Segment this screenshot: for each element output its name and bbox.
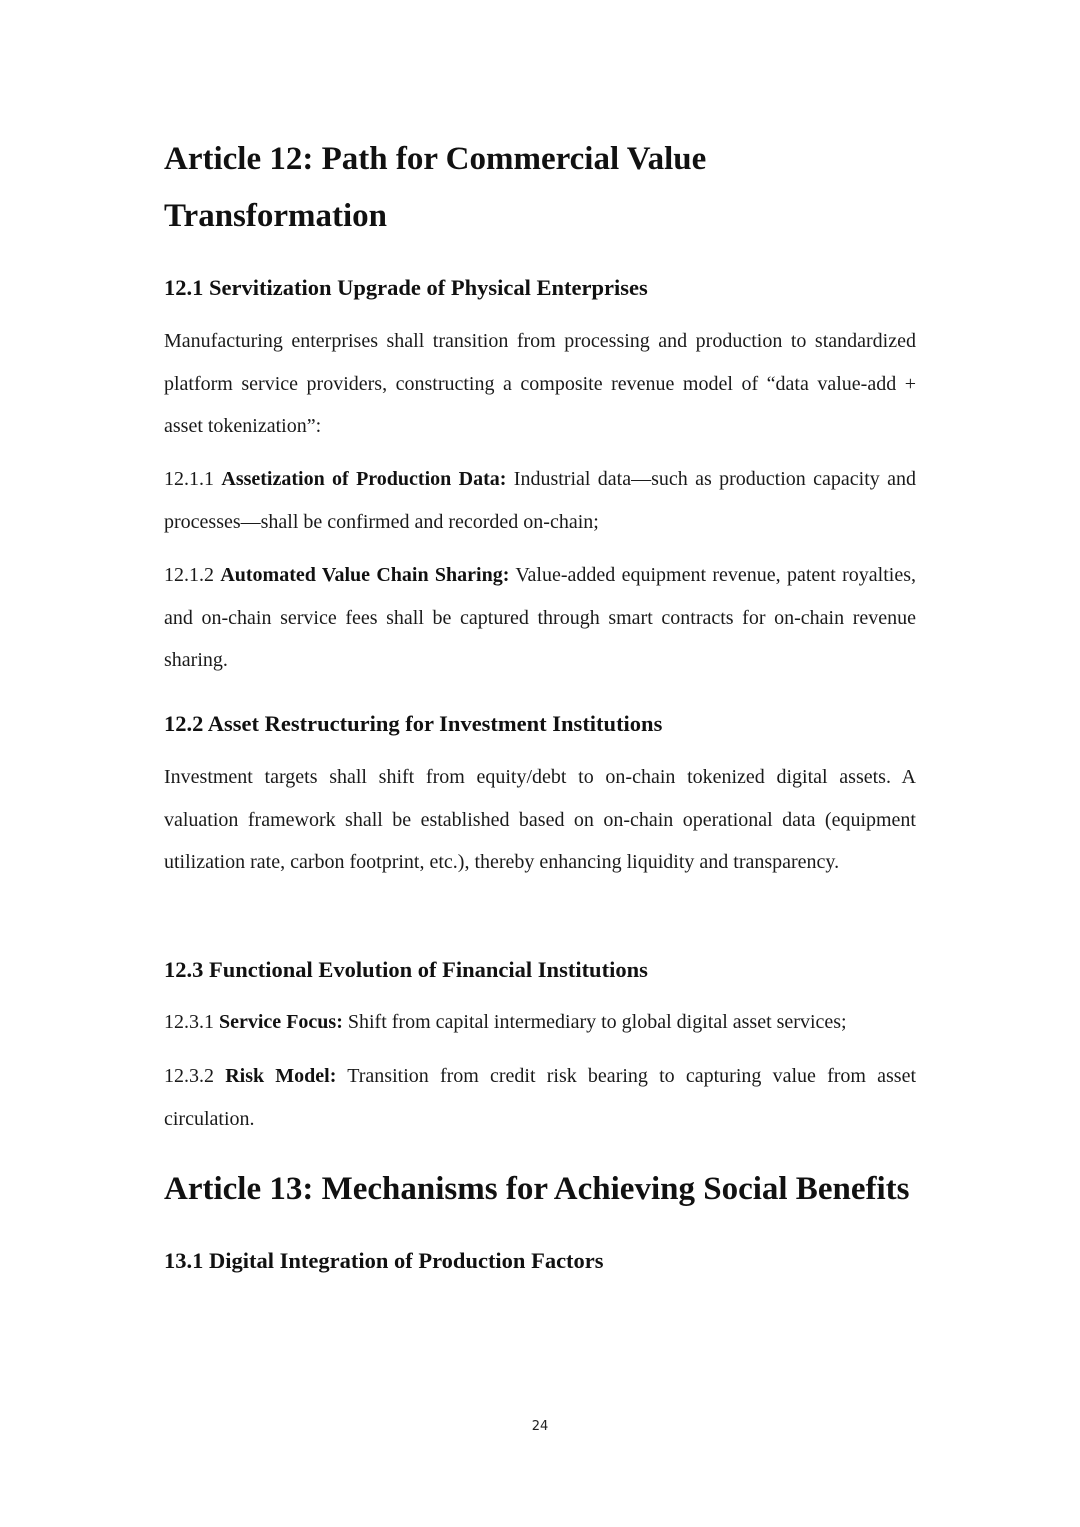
page-number: 24 [531, 1419, 549, 1434]
clause-12-1-2 [164, 554, 916, 682]
section-12-1-intro: Manufacturing enterprises shall transition from processing and production to standardized platform service providers, constructing a composite revenue model of “data value-add + asset tokenization”: [164, 330, 916, 437]
clause-number: 12.1.2 [164, 564, 214, 586]
section-12-2-heading: 12.2 Asset Restructuring for Investment Institutions [164, 711, 663, 736]
clause-12-1-1 [164, 458, 916, 543]
section-12-3-heading: 12.3 Functional Evolution of Financial Institutions [164, 957, 648, 982]
clause-label: Risk Model: [225, 1065, 337, 1087]
section-12-2-body: Investment targets shall shift from equity/debt to on-chain tokenized digital assets. A valuation framework shall be established based on on-chain operational data (equipment utilization rate, carbon footprint, etc.), thereby enhancing liquidity and transparency. [164, 766, 916, 873]
clause-number: 12.1.1 [164, 468, 214, 490]
clause-12-3-1 [164, 1001, 916, 1044]
clause-text: Industrial data—such as production capacity and processes—shall be confirmed and recorded on-chain; [164, 468, 917, 533]
section-12-1-heading: 12.1 Servitization Upgrade of Physical Enterprises [164, 275, 648, 300]
clause-12-3-2 [164, 1055, 916, 1140]
article-12-title: Article 12: Path for Commercial Value Transformation [164, 141, 707, 234]
clause-text: Value-added equipment revenue, patent royalties, and on-chain service fees shall be captured through smart contracts for on-chain revenue sharing. [164, 564, 917, 671]
clause-number: 12.3.1 [164, 1011, 214, 1033]
clause-number: 12.3.2 [164, 1065, 214, 1087]
clause-label: Automated Value Chain Sharing: [220, 564, 510, 586]
article-13-title: Article 13: Mechanisms for Achieving Social Benefits [164, 1171, 910, 1207]
clause-label: Service Focus: [219, 1011, 343, 1033]
section-13-1-heading: 13.1 Digital Integration of Production Factors [164, 1248, 604, 1273]
clause-text: Shift from capital intermediary to global digital asset services; [347, 1011, 847, 1033]
clause-label: Assetization of Production Data: [221, 468, 507, 490]
clause-text: Transition from credit risk bearing to capturing value from asset circulation. [164, 1065, 917, 1130]
